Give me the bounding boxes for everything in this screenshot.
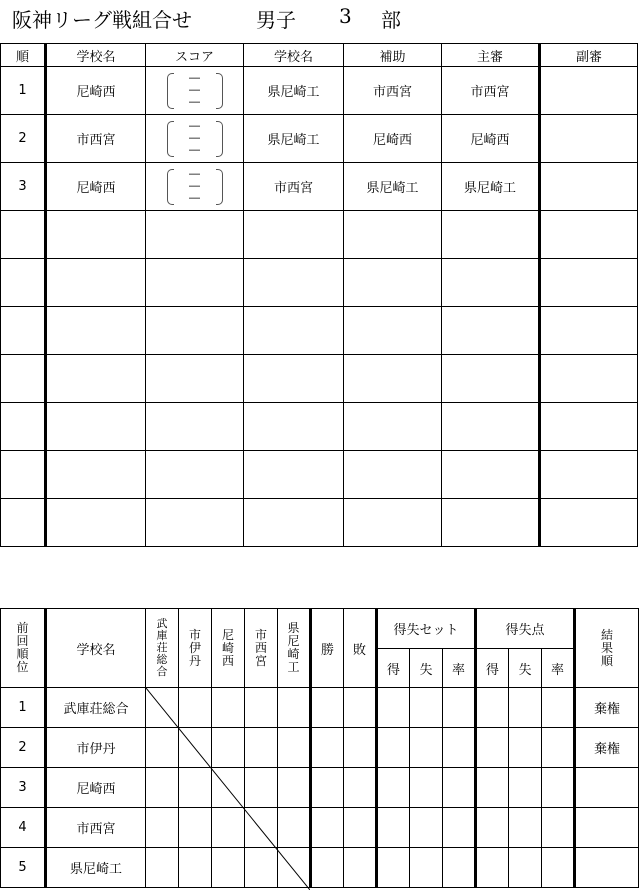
- header-result-rank: 結 果 順: [575, 609, 639, 688]
- empty-cell[interactable]: [244, 499, 344, 547]
- match-result-cell[interactable]: [146, 848, 179, 888]
- empty-cell[interactable]: [46, 355, 146, 403]
- header-opponent-4: 市 西 宮: [245, 609, 278, 688]
- empty-cell[interactable]: [540, 259, 638, 307]
- empty-cell[interactable]: [244, 403, 344, 451]
- rank-cell: 4: [1, 808, 46, 848]
- match-result-cell[interactable]: [146, 808, 179, 848]
- score-dash: ―: [189, 82, 200, 96]
- table-row: [1, 259, 638, 307]
- losses-cell[interactable]: [344, 848, 377, 888]
- header-points-lose: 失: [509, 649, 542, 688]
- empty-cell[interactable]: [344, 355, 442, 403]
- empty-cell[interactable]: [1, 451, 46, 499]
- score-dash: ―: [189, 166, 200, 180]
- score-cell: [146, 163, 244, 211]
- sets-rate-cell[interactable]: [443, 848, 476, 888]
- school-a-cell[interactable]: 市西宮: [46, 115, 146, 163]
- header-losses: 敗: [344, 609, 377, 688]
- header-school: 学校名: [46, 609, 146, 688]
- table-row: [1, 451, 638, 499]
- empty-cell[interactable]: [344, 259, 442, 307]
- school-b-cell[interactable]: 県尼崎工: [244, 115, 344, 163]
- header-school-a: 学校名: [46, 44, 146, 67]
- result-cell[interactable]: [575, 768, 639, 808]
- school-cell: 武庫荘総合: [46, 688, 146, 728]
- empty-cell[interactable]: [46, 403, 146, 451]
- points-rate-cell[interactable]: [542, 848, 575, 888]
- rank-cell: 2: [1, 728, 46, 768]
- score-bracket[interactable]: [165, 71, 225, 111]
- points-gain-cell[interactable]: [476, 808, 509, 848]
- sets-lose-cell[interactable]: [410, 768, 443, 808]
- wins-cell[interactable]: [311, 808, 344, 848]
- match-result-cell[interactable]: [146, 728, 179, 768]
- header-set-diff: 得失セット: [377, 609, 476, 649]
- order-cell[interactable]: 3: [1, 163, 46, 211]
- header-assist: 補助: [344, 44, 442, 67]
- header-sets-gain: 得: [377, 649, 410, 688]
- empty-cell[interactable]: [244, 259, 344, 307]
- match-result-cell[interactable]: [278, 848, 311, 888]
- sets-rate-cell[interactable]: [443, 808, 476, 848]
- score-bracket[interactable]: [165, 119, 225, 159]
- result-cell[interactable]: [575, 848, 639, 888]
- empty-cell[interactable]: [244, 451, 344, 499]
- sub-referee-cell[interactable]: [540, 115, 638, 163]
- header-score: スコア: [146, 44, 244, 67]
- wins-cell[interactable]: [311, 848, 344, 888]
- points-rate-cell[interactable]: [542, 768, 575, 808]
- header-points-rate: 率: [542, 649, 575, 688]
- points-lose-cell[interactable]: [509, 808, 542, 848]
- school-cell: 尼崎西: [46, 768, 146, 808]
- losses-cell[interactable]: [344, 728, 377, 768]
- points-gain-cell[interactable]: [476, 688, 509, 728]
- assist-cell[interactable]: 県尼崎工: [344, 163, 442, 211]
- gender-label: 男子: [256, 8, 296, 32]
- result-cell[interactable]: 棄権: [575, 688, 639, 728]
- empty-cell[interactable]: [146, 355, 244, 403]
- table-row: [1, 848, 639, 888]
- sub-referee-cell[interactable]: [540, 67, 638, 115]
- score-bracket[interactable]: [165, 167, 225, 207]
- empty-cell[interactable]: [540, 211, 638, 259]
- wins-cell[interactable]: [311, 728, 344, 768]
- wins-cell[interactable]: [311, 688, 344, 728]
- sets-gain-cell[interactable]: [377, 688, 410, 728]
- division-label: 部: [381, 8, 401, 32]
- empty-cell[interactable]: [442, 307, 540, 355]
- points-rate-cell[interactable]: [542, 688, 575, 728]
- score-dash: ―: [189, 118, 200, 132]
- points-lose-cell[interactable]: [509, 768, 542, 808]
- table-row: [1, 115, 638, 163]
- empty-cell[interactable]: [442, 451, 540, 499]
- header-opponent-5: 県 尼 崎 工: [278, 609, 311, 688]
- header-order: 順: [1, 44, 46, 67]
- score-dashes: [165, 120, 225, 156]
- points-rate-cell[interactable]: [542, 728, 575, 768]
- losses-cell[interactable]: [344, 808, 377, 848]
- result-cell[interactable]: 棄権: [575, 728, 639, 768]
- points-lose-cell[interactable]: [509, 728, 542, 768]
- match-result-cell[interactable]: [179, 808, 212, 848]
- rank-cell: 1: [1, 688, 46, 728]
- match-result-cell[interactable]: [278, 728, 311, 768]
- empty-cell[interactable]: [442, 259, 540, 307]
- empty-cell[interactable]: [344, 499, 442, 547]
- match-result-cell[interactable]: [245, 688, 278, 728]
- order-cell[interactable]: 1: [1, 67, 46, 115]
- score-dash: ―: [189, 130, 200, 144]
- empty-cell[interactable]: [1, 403, 46, 451]
- points-gain-cell[interactable]: [476, 848, 509, 888]
- points-lose-cell[interactable]: [509, 848, 542, 888]
- school-b-cell[interactable]: 県尼崎工: [244, 67, 344, 115]
- empty-cell[interactable]: [46, 211, 146, 259]
- assist-cell[interactable]: 尼崎西: [344, 115, 442, 163]
- score-dashes: [165, 72, 225, 108]
- points-gain-cell[interactable]: [476, 768, 509, 808]
- empty-cell[interactable]: [540, 499, 638, 547]
- losses-cell[interactable]: [344, 768, 377, 808]
- empty-cell[interactable]: [146, 259, 244, 307]
- referee-cell[interactable]: 尼崎西: [442, 115, 540, 163]
- rank-cell: 3: [1, 768, 46, 808]
- sets-lose-cell[interactable]: [410, 808, 443, 848]
- school-cell: 県尼崎工: [46, 848, 146, 888]
- table-row: [1, 211, 638, 259]
- header-wins: 勝: [311, 609, 344, 688]
- empty-cell[interactable]: [1, 499, 46, 547]
- score-dash: ―: [189, 70, 200, 84]
- header-referee: 主審: [442, 44, 540, 67]
- empty-cell[interactable]: [442, 211, 540, 259]
- sets-gain-cell[interactable]: [377, 768, 410, 808]
- table-row: [1, 355, 638, 403]
- header-school-b: 学校名: [244, 44, 344, 67]
- empty-cell[interactable]: [1, 307, 46, 355]
- match-schedule-table: [0, 43, 638, 547]
- empty-cell[interactable]: [442, 355, 540, 403]
- header-sub-referee: 副審: [540, 44, 638, 67]
- schedule-header-row: [1, 44, 638, 67]
- score-dash: ―: [189, 142, 200, 156]
- score-dashes: [165, 168, 225, 204]
- table-row: [1, 768, 639, 808]
- school-a-cell[interactable]: 尼崎西: [46, 67, 146, 115]
- empty-cell[interactable]: [244, 355, 344, 403]
- school-b-cell[interactable]: 市西宮: [244, 163, 344, 211]
- empty-cell[interactable]: [244, 307, 344, 355]
- empty-cell[interactable]: [146, 211, 244, 259]
- match-result-cell[interactable]: [212, 768, 245, 808]
- empty-cell[interactable]: [540, 355, 638, 403]
- score-cell: [146, 115, 244, 163]
- score-dash: ―: [189, 190, 200, 204]
- match-result-cell[interactable]: [179, 768, 212, 808]
- match-result-cell[interactable]: [245, 848, 278, 888]
- empty-cell[interactable]: [540, 451, 638, 499]
- assist-cell[interactable]: 市西宮: [344, 67, 442, 115]
- school-cell: 市西宮: [46, 808, 146, 848]
- sets-rate-cell[interactable]: [443, 688, 476, 728]
- empty-cell[interactable]: [46, 499, 146, 547]
- header-points-gain: 得: [476, 649, 509, 688]
- empty-cell[interactable]: [146, 499, 244, 547]
- header-sets-rate: 率: [443, 649, 476, 688]
- empty-cell[interactable]: [244, 211, 344, 259]
- wins-cell[interactable]: [311, 768, 344, 808]
- sets-rate-cell[interactable]: [443, 728, 476, 768]
- match-result-cell[interactable]: [179, 688, 212, 728]
- match-result-cell[interactable]: [278, 808, 311, 848]
- empty-cell[interactable]: [146, 451, 244, 499]
- score-dash: ―: [189, 178, 200, 192]
- points-lose-cell[interactable]: [509, 688, 542, 728]
- empty-cell[interactable]: [146, 307, 244, 355]
- empty-cell[interactable]: [540, 307, 638, 355]
- match-result-cell[interactable]: [245, 728, 278, 768]
- match-result-cell[interactable]: [278, 688, 311, 728]
- score-dash: ―: [189, 94, 200, 108]
- header-opponent-2: 市 伊 丹: [179, 609, 212, 688]
- table-row: [1, 307, 638, 355]
- sets-gain-cell[interactable]: [377, 848, 410, 888]
- sets-lose-cell[interactable]: [410, 848, 443, 888]
- table-row: [1, 67, 638, 115]
- score-cell: [146, 67, 244, 115]
- empty-cell[interactable]: [344, 211, 442, 259]
- header-opponent-3: 尼 崎 西: [212, 609, 245, 688]
- empty-cell[interactable]: [1, 355, 46, 403]
- result-cell[interactable]: [575, 808, 639, 848]
- school-a-cell[interactable]: 尼崎西: [46, 163, 146, 211]
- empty-cell[interactable]: [540, 403, 638, 451]
- empty-cell[interactable]: [146, 403, 244, 451]
- table-row: [1, 728, 639, 768]
- table-row: [1, 688, 639, 728]
- match-result-cell[interactable]: [212, 688, 245, 728]
- referee-cell[interactable]: 県尼崎工: [442, 163, 540, 211]
- match-result-cell[interactable]: [245, 768, 278, 808]
- match-result-cell[interactable]: [179, 728, 212, 768]
- match-result-cell[interactable]: [278, 768, 311, 808]
- table-row: [1, 403, 638, 451]
- sets-gain-cell[interactable]: [377, 808, 410, 848]
- match-result-cell[interactable]: [212, 848, 245, 888]
- empty-cell[interactable]: [46, 307, 146, 355]
- empty-cell[interactable]: [442, 403, 540, 451]
- division-number: 3: [339, 4, 352, 28]
- empty-cell[interactable]: [344, 451, 442, 499]
- standings-table: [0, 608, 639, 888]
- sub-referee-cell[interactable]: [540, 163, 638, 211]
- referee-cell[interactable]: 市西宮: [442, 67, 540, 115]
- rank-cell: 5: [1, 848, 46, 888]
- title-row: [0, 0, 640, 40]
- sets-lose-cell[interactable]: [410, 688, 443, 728]
- match-result-cell[interactable]: [245, 808, 278, 848]
- points-gain-cell[interactable]: [476, 728, 509, 768]
- header-point-diff: 得失点: [476, 609, 575, 649]
- empty-cell[interactable]: [442, 499, 540, 547]
- empty-cell[interactable]: [344, 403, 442, 451]
- school-cell: 市伊丹: [46, 728, 146, 768]
- sets-gain-cell[interactable]: [377, 728, 410, 768]
- sets-rate-cell[interactable]: [443, 768, 476, 808]
- match-result-cell[interactable]: [212, 728, 245, 768]
- losses-cell[interactable]: [344, 688, 377, 728]
- page-title: 阪神リーグ戦組合せ: [12, 8, 192, 32]
- empty-cell[interactable]: [1, 259, 46, 307]
- empty-cell[interactable]: [46, 451, 146, 499]
- header-sets-lose: 失: [410, 649, 443, 688]
- match-result-cell[interactable]: [146, 768, 179, 808]
- header-opponent-1: 武 庫 荘 総 合: [146, 609, 179, 688]
- empty-cell[interactable]: [1, 211, 46, 259]
- empty-cell[interactable]: [344, 307, 442, 355]
- empty-cell[interactable]: [46, 259, 146, 307]
- sets-lose-cell[interactable]: [410, 728, 443, 768]
- order-cell[interactable]: 2: [1, 115, 46, 163]
- header-previous-rank: 前 回 順 位: [1, 609, 46, 688]
- table-row: [1, 499, 638, 547]
- table-row: [1, 163, 638, 211]
- match-result-cell[interactable]: [179, 848, 212, 888]
- table-row: [1, 808, 639, 848]
- points-rate-cell[interactable]: [542, 808, 575, 848]
- match-result-cell[interactable]: [146, 688, 179, 728]
- match-result-cell[interactable]: [212, 808, 245, 848]
